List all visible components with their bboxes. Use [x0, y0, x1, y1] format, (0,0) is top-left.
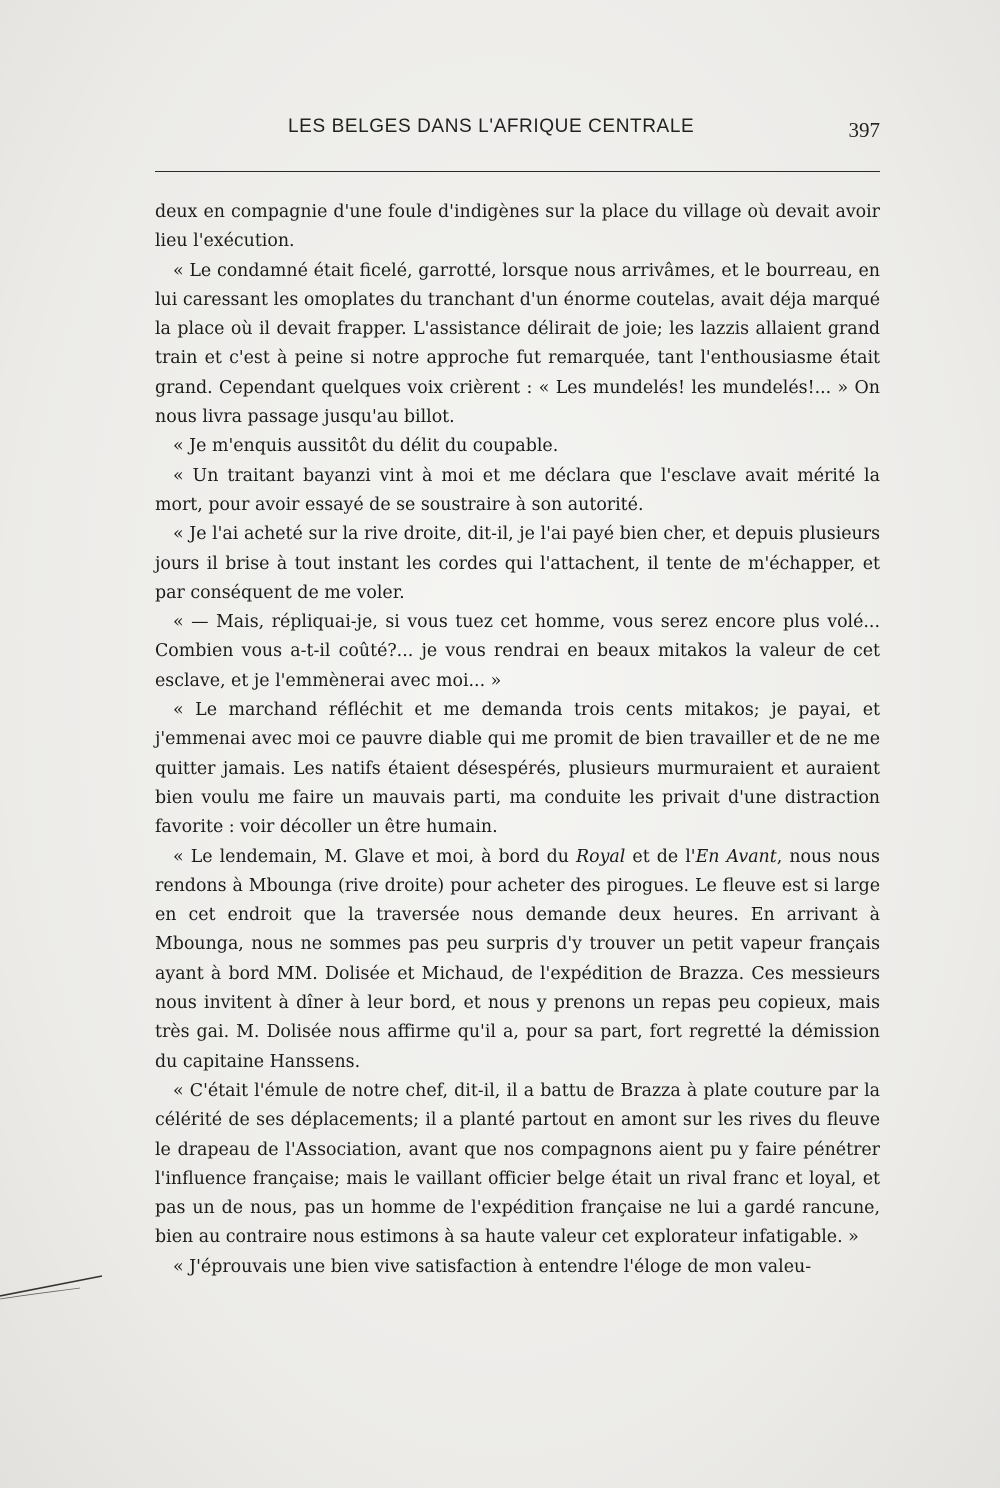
paragraph-8-part-1: « Le lendemain, M. Glave et moi, à bord du: [173, 846, 577, 867]
body-text: [155, 198, 880, 1282]
paragraph-1: deux en compagnie d'une foule d'indigènes sur la place du village où devait avoir lieu l'exécution.: [155, 202, 880, 252]
paragraph-6: « — Mais, répliquai-je, si vous tuez cet homme, vous serez encore plus volé... Combien vous a-t-il coûté?... je vous rendrai en beaux mitakos la valeur de cet esclave, et je l'emmènerai avec moi... »: [155, 612, 880, 691]
running-title: LES BELGES DANS L'AFRIQUE CENTRALE: [288, 116, 695, 137]
paragraph-5: « Je l'ai acheté sur la rive droite, dit-il, je l'ai payé bien cher, et depuis plusieurs jours il brise à tout instant les cordes qui l'attachent, il tente de m'échapper, et par conséquent de me voler.: [155, 524, 880, 603]
paragraph-3: « Je m'enquis aussitôt du délit du coupable.: [173, 436, 559, 457]
header-rule: [155, 171, 880, 172]
ship-name-royal: Royal: [576, 846, 626, 867]
paragraph-9: « C'était l'émule de notre chef, dit-il, il a battu de Brazza à plate couture par la célérité de ses déplacements; il a planté partout en amont sur les rives du fleuve le drapeau de l'Association, avant que nos compagnons aient pu y faire pénétrer l'influence française; mais le vaillant officier belge était un rival franc et loyal, et pas un de nous, pas un homme de l'expédition française ne lui a gardé rancune, bien au contraire nous estimons à sa haute valeur cet explorateur infatigable. »: [155, 1080, 880, 1248]
paragraph-7: « Le marchand réfléchit et me demanda trois cents mitakos; je payai, et j'emmenai avec moi ce pauvre diable qui me promit de bien travailler et de ne me quitter jamais. Les natifs étaient désespérés, plusieurs murmuraient et auraient bien voulu me faire un mauvais parti, ma conduite les privait d'une distraction favorite : voir décoller un être humain.: [155, 700, 880, 838]
running-header: [155, 116, 880, 148]
paragraph-10: « J'éprouvais une bien vive satisfaction à entendre l'éloge de mon valeu-: [173, 1256, 812, 1277]
paragraph-4: « Un traitant bayanzi vint à moi et me déclara que l'esclave avait mérité la mort, pour avoir essayé de se soustraire à son autorité.: [155, 465, 880, 515]
ship-name-en-avant: En Avant: [695, 846, 777, 867]
margin-pen-stroke: [0, 1262, 110, 1302]
page-number: 397: [848, 118, 880, 142]
paragraph-2: « Le condamné était ficelé, garrotté, lorsque nous arrivâmes, et le bourreau, en lui caressant les omoplates du tranchant d'un énorme coutelas, avait déja marqué la place où il devait frapper. L'assistance délirait de joie; les lazzis allaient grand train et c'est à peine si notre approche fut remarquée, tant l'enthousiasme était grand. Cependant quelques voix crièrent : « Les mundelés! les mundelés!... » On nous livra passage jusqu'au billot.: [155, 260, 880, 428]
paragraph-8-part-2: et de l': [625, 846, 696, 867]
paragraph-8: [155, 843, 880, 1077]
paragraph-8-part-3: , nous nous rendons à Mbounga (rive droite) pour acheter des pirogues. Le fleuve est si large en cet endroit que la traversée nous demande deux heures. En arrivant à Mbounga, nous ne sommes pas peu surpris d'y trouver un petit vapeur français ayant à bord MM. Dolisée et Michaud, de l'expédition de Brazza. Ces messieurs nous invitent à dîner à leur bord, et nous y prenons un repas peu copieux, mais très gai. M. Dolisée nous affirme qu'il a, pour sa part, fort regretté la démission du capitaine Hanssens.: [155, 846, 880, 1072]
